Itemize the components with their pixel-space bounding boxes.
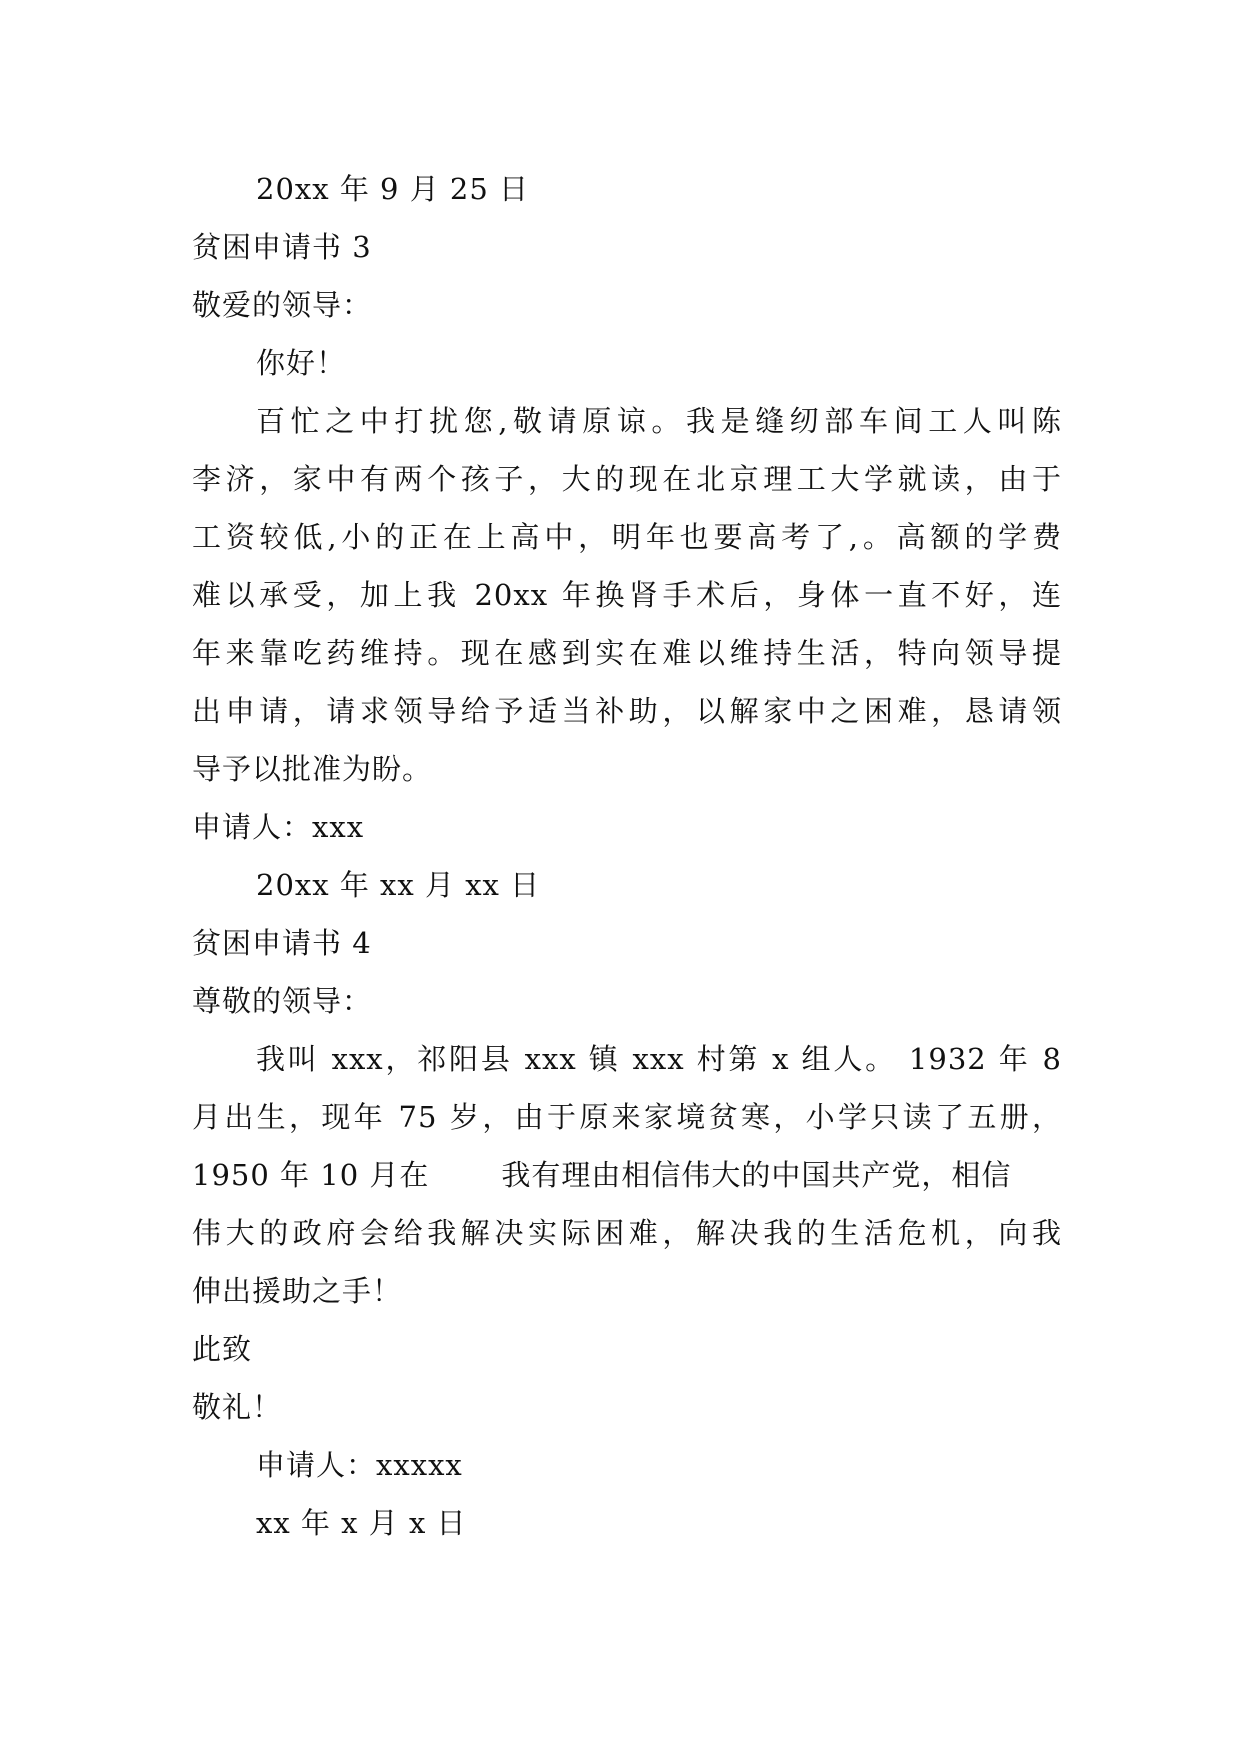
letter3-title: 贫困申请书 3 bbox=[192, 230, 372, 264]
letter4-date: xx 年 x 月 x 日 bbox=[256, 1506, 467, 1540]
letter4-closing: 敬礼！ bbox=[192, 1390, 283, 1424]
previous-letter-date: 20xx 年 9 月 25 日 bbox=[256, 172, 530, 206]
letter4-applicant: 申请人：xxxxx bbox=[256, 1448, 463, 1482]
letter3-greeting: 你好！ bbox=[256, 346, 347, 380]
letter3-body-line: 出申请，请求领导给予适当补助，以解家中之困难，恳请领 bbox=[192, 694, 1062, 728]
letter3-date: 20xx 年 xx 月 xx 日 bbox=[256, 868, 541, 902]
letter4-body-line: 伸出援助之手！ bbox=[192, 1274, 403, 1308]
letter4-salutation: 尊敬的领导： bbox=[192, 984, 373, 1018]
letter4-body-line: 我叫 xxx，祁阳县 xxx 镇 xxx 村第 x 组人。 1932 年 8 bbox=[256, 1042, 1062, 1076]
letter3-body-line: 李济，家中有两个孩子，大的现在北京理工大学就读，由于 bbox=[192, 462, 1062, 496]
letter3-salutation: 敬爱的领导： bbox=[192, 288, 373, 322]
letter3-body-line: 导予以批准为盼。 bbox=[192, 752, 433, 786]
letter4-body-fragment: 我有理由相信伟大的中国共产党，相信 bbox=[501, 1158, 1012, 1192]
letter3-applicant: 申请人：xxx bbox=[192, 810, 365, 844]
letter3-body-line: 工资较低,小的正在上高中，明年也要高考了,。高额的学费 bbox=[192, 520, 1062, 554]
letter3-body-line: 百忙之中打扰您,敬请原谅。我是缝纫部车间工人叫陈 bbox=[256, 404, 1062, 438]
letter3-body-line: 难以承受，加上我 20xx 年换肾手术后，身体一直不好，连 bbox=[192, 578, 1062, 612]
letter4-body-line: 月出生，现年 75 岁，由于原来家境贫寒，小学只读了五册， bbox=[192, 1100, 1062, 1134]
document-content bbox=[192, 160, 1062, 1552]
letter4-title: 贫困申请书 4 bbox=[192, 926, 372, 960]
letter4-body-fragment: 1950 年 10 月在 bbox=[192, 1158, 430, 1192]
letter4-body-line: 伟大的政府会给我解决实际困难，解决我的生活危机，向我 bbox=[192, 1216, 1062, 1250]
letter4-closing: 此致 bbox=[192, 1332, 253, 1366]
letter4-body-line bbox=[192, 1146, 1062, 1204]
letter3-body-line: 年来靠吃药维持。现在感到实在难以维持生活，特向领导提 bbox=[192, 636, 1062, 670]
